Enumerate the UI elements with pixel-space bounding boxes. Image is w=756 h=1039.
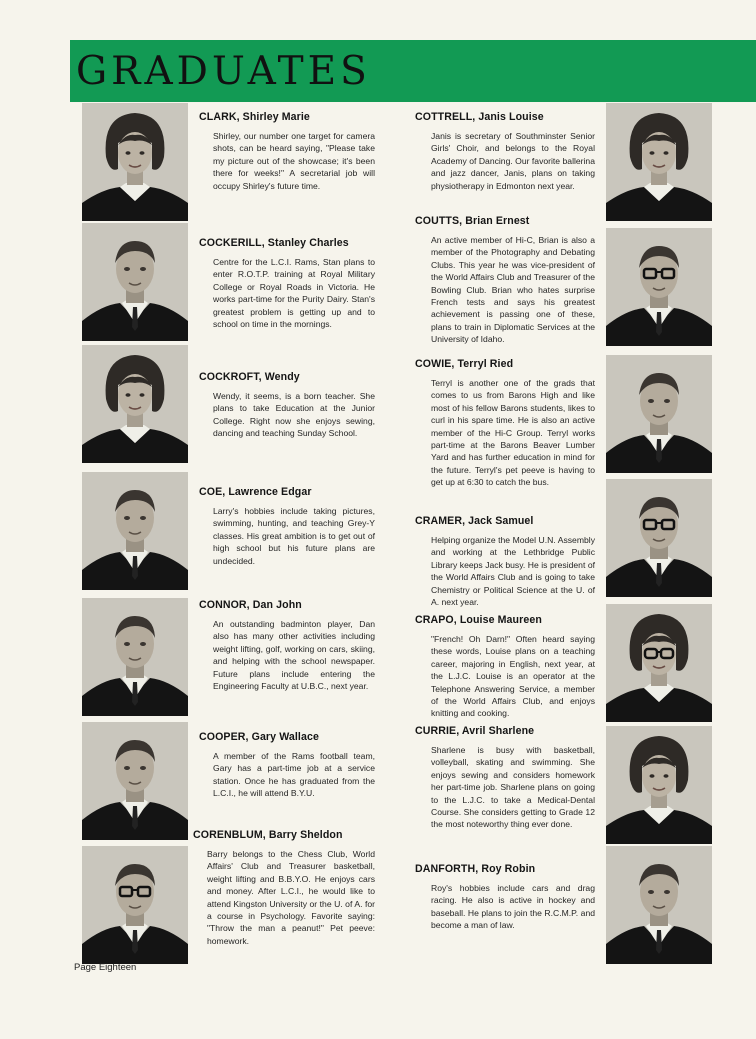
graduate-entry	[415, 613, 595, 720]
graduate-bio: Shirley, our number one target for camera shots, can be heard saying, "Please take my picture out of the showcase; it's been there for weeks!" A secretarial job will occupy Shirley's future time.	[213, 131, 375, 191]
graduate-name: CLARK, Shirley Marie	[199, 111, 310, 123]
graduate-name: CRAPO, Louise Maureen	[415, 614, 542, 626]
graduate-bio: Sharlene is busy with basketball, volleyball, skating and swimming. She enjoys sewing and considers homework her part-time job. Sharlene plans on going to the L.J.C. to take a Medical-Dental Course. She considers getting to Grade 12 the most noteworthy thing ever done.	[431, 745, 595, 830]
graduate-bio: A member of the Rams football team, Gary has a part-time job at a service station. Once he has graduated from the L.C.I., he will attend B.Y.U.	[213, 751, 375, 799]
graduate-entry	[199, 730, 375, 800]
graduate-entry	[415, 862, 595, 932]
graduate-name: COOPER, Gary Wallace	[199, 731, 319, 743]
portrait-photo	[606, 479, 712, 597]
graduate-bio: Terryl is another one of the grads that comes to us from Barons High and like most of his fellow Barons students, likes to curl in his spare time. He is also an active member of the Hi-C Group. Terryl works part-time at the Barons Beaver Lumber Yard and has further education in mind for the future. Terryl's pet peeve is having to get up at 6:30 to catch the bus.	[431, 378, 595, 488]
graduate-bio: "French! Oh Darn!" Often heard saying these words, Louise plans on a teaching career, majoring in English, next year, at the L.J.C. Louise is an operator at the Telephone Answering Service, a member of the World Affairs Club, and enjoys knitting and cooking.	[431, 634, 595, 719]
graduate-name: COUTTS, Brian Ernest	[415, 215, 530, 227]
portrait-photo	[82, 472, 188, 590]
graduate-entry	[199, 236, 375, 330]
graduate-name: COTTRELL, Janis Louise	[415, 111, 544, 123]
portrait-photo	[82, 598, 188, 716]
portrait-photo	[606, 228, 712, 346]
portrait-photo	[82, 103, 188, 221]
graduate-name: COCKERILL, Stanley Charles	[199, 237, 349, 249]
portrait-photo	[82, 345, 188, 463]
graduate-bio: Janis is secretary of Southminster Senior Girls' Choir, and belongs to the Royal Academy of Dancing. Our favorite ballerina and jazz dancer, Janis, plans on taking physiotherapy in Edmonton next year.	[431, 131, 595, 191]
page-number: Page Eighteen	[74, 962, 137, 973]
graduate-entry	[415, 214, 595, 346]
graduate-name: DANFORTH, Roy Robin	[415, 863, 536, 875]
graduate-entry	[199, 485, 375, 567]
graduate-entry	[199, 598, 375, 692]
graduate-name: COWIE, Terryl Ried	[415, 358, 514, 370]
graduate-entry	[199, 370, 375, 440]
title-banner	[70, 40, 756, 102]
graduate-entry	[415, 724, 595, 831]
portrait-photo	[606, 846, 712, 964]
portrait-photo	[606, 726, 712, 844]
graduate-name: CORENBLUM, Barry Sheldon	[193, 829, 343, 841]
graduate-bio: An outstanding badminton player, Dan also has many other activities including weight lifting, golf, working on cars, skiing, and helping with the school newspaper. Future plans include entering the Engineering Faculty at U.B.C., next year.	[213, 619, 375, 692]
graduate-bio: Roy's hobbies include cars and drag racing. He also is active in hockey and baseball. He plans to join the R.C.M.P. and become a man of law.	[431, 883, 595, 931]
graduate-name: CRAMER, Jack Samuel	[415, 515, 534, 527]
graduate-bio: Larry's hobbies include taking pictures, swimming, hunting, and teaching Grey-Y classes. His great ambition is to get out of high school but his future plans are undecided.	[213, 506, 375, 566]
graduate-name: COE, Lawrence Edgar	[199, 486, 312, 498]
graduate-bio: Barry belongs to the Chess Club, World Affairs' Club and Treasurer basketball, weight lifting and B.B.Y.O. He enjoys cars and money. After L.C.I., he would like to attend Kingston University or the U. of A. for a course in Psychology. Favorite saying: "Throw the man a peanut!" Pet peeve: homework.	[207, 849, 375, 946]
graduate-name: CONNOR, Dan John	[199, 599, 302, 611]
graduate-entry	[415, 514, 595, 608]
portrait-photo	[82, 722, 188, 840]
graduate-bio: Helping organize the Model U.N. Assembly and working at the Lethbridge Public Library keeps Jack busy. He is president of the World Affairs Club and is going to take Chemistry or Political Science at the U. of A. next year.	[431, 535, 595, 608]
portrait-photo	[82, 846, 188, 964]
graduate-entry	[193, 828, 375, 947]
portrait-photo	[82, 223, 188, 341]
graduate-name: COCKROFT, Wendy	[199, 371, 300, 383]
graduate-entry	[415, 357, 595, 489]
graduate-bio: An active member of Hi-C, Brian is also a member of the Photography and Debating Clubs. This year he was vice-president of the World Affairs Club and Treasurer of the Bowling Club. Brian who hates surprise French tests and says his greatest achievement is passing one of these, plans to train in Diplomatic Services at the University of Idaho.	[431, 235, 595, 345]
graduate-entry	[199, 110, 375, 192]
portrait-photo	[606, 355, 712, 473]
page-title: GRADUATES	[76, 49, 371, 94]
graduate-entry	[415, 110, 595, 192]
portrait-photo	[606, 103, 712, 221]
graduate-bio: Wendy, it seems, is a born teacher. She plans to take Education at the Junior College. Right now she enjoys sewing, dancing and teaching Sunday School.	[213, 391, 375, 439]
portrait-photo	[606, 604, 712, 722]
graduate-name: CURRIE, Avril Sharlene	[415, 725, 535, 737]
graduate-bio: Centre for the L.C.I. Rams, Stan plans to enter R.O.T.P. training at Royal Military College or Royal Roads in Victoria. He works part-time for the Purity Dairy. Stan's greatest problem is getting up and to school on time in the mornings.	[213, 257, 375, 330]
